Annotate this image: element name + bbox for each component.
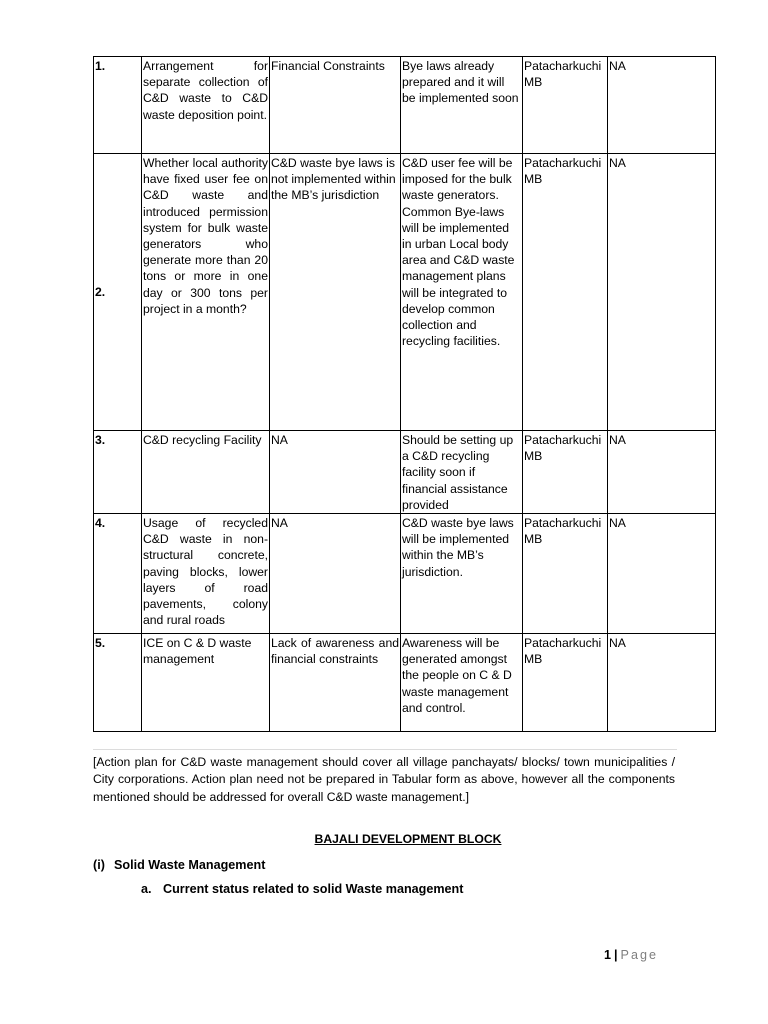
action-cell: Bye laws already prepared and it will be implemented soon xyxy=(401,57,523,154)
status-cell: NA xyxy=(608,634,716,732)
page-footer xyxy=(604,948,658,962)
block-heading: BAJALI DEVELOPMENT BLOCK xyxy=(314,832,502,846)
agency-cell: Patacharkuchi MB xyxy=(523,634,608,732)
cd-waste-action-table xyxy=(93,56,716,732)
subsection-number: a. xyxy=(141,882,152,896)
serial-number: 4. xyxy=(94,514,142,634)
action-cell: Awareness will be generated amongst the people on C & D waste management and control. xyxy=(401,634,523,732)
action-cell: C&D waste bye laws will be implemented within the MB’s jurisdiction. xyxy=(401,514,523,634)
constraint-cell: Financial Constraints xyxy=(270,57,401,154)
serial-number: 1. xyxy=(94,57,142,154)
table-row xyxy=(94,57,716,154)
constraint-cell: NA xyxy=(270,514,401,634)
serial-number: 5. xyxy=(94,634,142,732)
status-cell: NA xyxy=(608,154,716,431)
status-cell: NA xyxy=(608,514,716,634)
divider xyxy=(93,749,677,750)
status-cell: NA xyxy=(608,57,716,154)
item-cell: Whether local authority have fixed user fee on C&D waste and introduced permission system for bulk waste generators who generate more than 20 tons or more in one day or 300 tons per project in a month? xyxy=(142,154,270,431)
constraint-cell: C&D waste bye laws is not implemented within the MB’s jurisdiction xyxy=(270,154,401,431)
item-cell: Usage of recycled C&D waste in non-structural concrete, paving blocks, lower layers of road pavements, colony and rural roads xyxy=(142,514,270,634)
action-cell: C&D user fee will be imposed for the bulk waste generators. Common Bye-laws will be implemented in urban Local body area and C&D waste management plans will be integrated to develop common collection and recycling facilities. xyxy=(401,154,523,431)
constraint-cell: NA xyxy=(270,431,401,514)
table-row xyxy=(94,514,716,634)
table-row xyxy=(94,634,716,732)
agency-cell: Patacharkuchi MB xyxy=(523,431,608,514)
constraint-cell: Lack of awareness and financial constraints xyxy=(270,634,401,732)
section-title: Solid Waste Management xyxy=(114,858,266,872)
status-cell: NA xyxy=(608,431,716,514)
footer-separator: | xyxy=(614,948,618,962)
section-number: (i) xyxy=(93,858,105,872)
item-cell: Arrangement for separate collection of C&D waste to C&D waste deposition point. xyxy=(142,57,270,154)
agency-cell: Patacharkuchi MB xyxy=(523,57,608,154)
item-cell: C&D recycling Facility xyxy=(142,431,270,514)
item-cell: ICE on C & D waste management xyxy=(142,634,270,732)
note-paragraph: [Action plan for C&D waste management should cover all village panchayats/ blocks/ town municipalities / City corporations. Action plan need not be prepared in Tabular form as above, however all the components mentioned should be addressed for overall C&D waste management.] xyxy=(93,755,675,804)
serial-number: 2. xyxy=(94,154,142,431)
agency-cell: Patacharkuchi MB xyxy=(523,514,608,634)
section-heading xyxy=(93,858,265,872)
action-cell: Should be setting up a C&D recycling facility soon if financial assistance provided xyxy=(401,431,523,514)
page-word: Page xyxy=(620,948,658,962)
agency-cell: Patacharkuchi MB xyxy=(523,154,608,431)
subsection-heading xyxy=(141,882,463,896)
serial-number: 3. xyxy=(94,431,142,514)
table-row xyxy=(94,431,716,514)
table-row xyxy=(94,154,716,431)
subsection-title: Current status related to solid Waste management xyxy=(163,882,464,896)
page-number: 1 xyxy=(604,948,612,962)
